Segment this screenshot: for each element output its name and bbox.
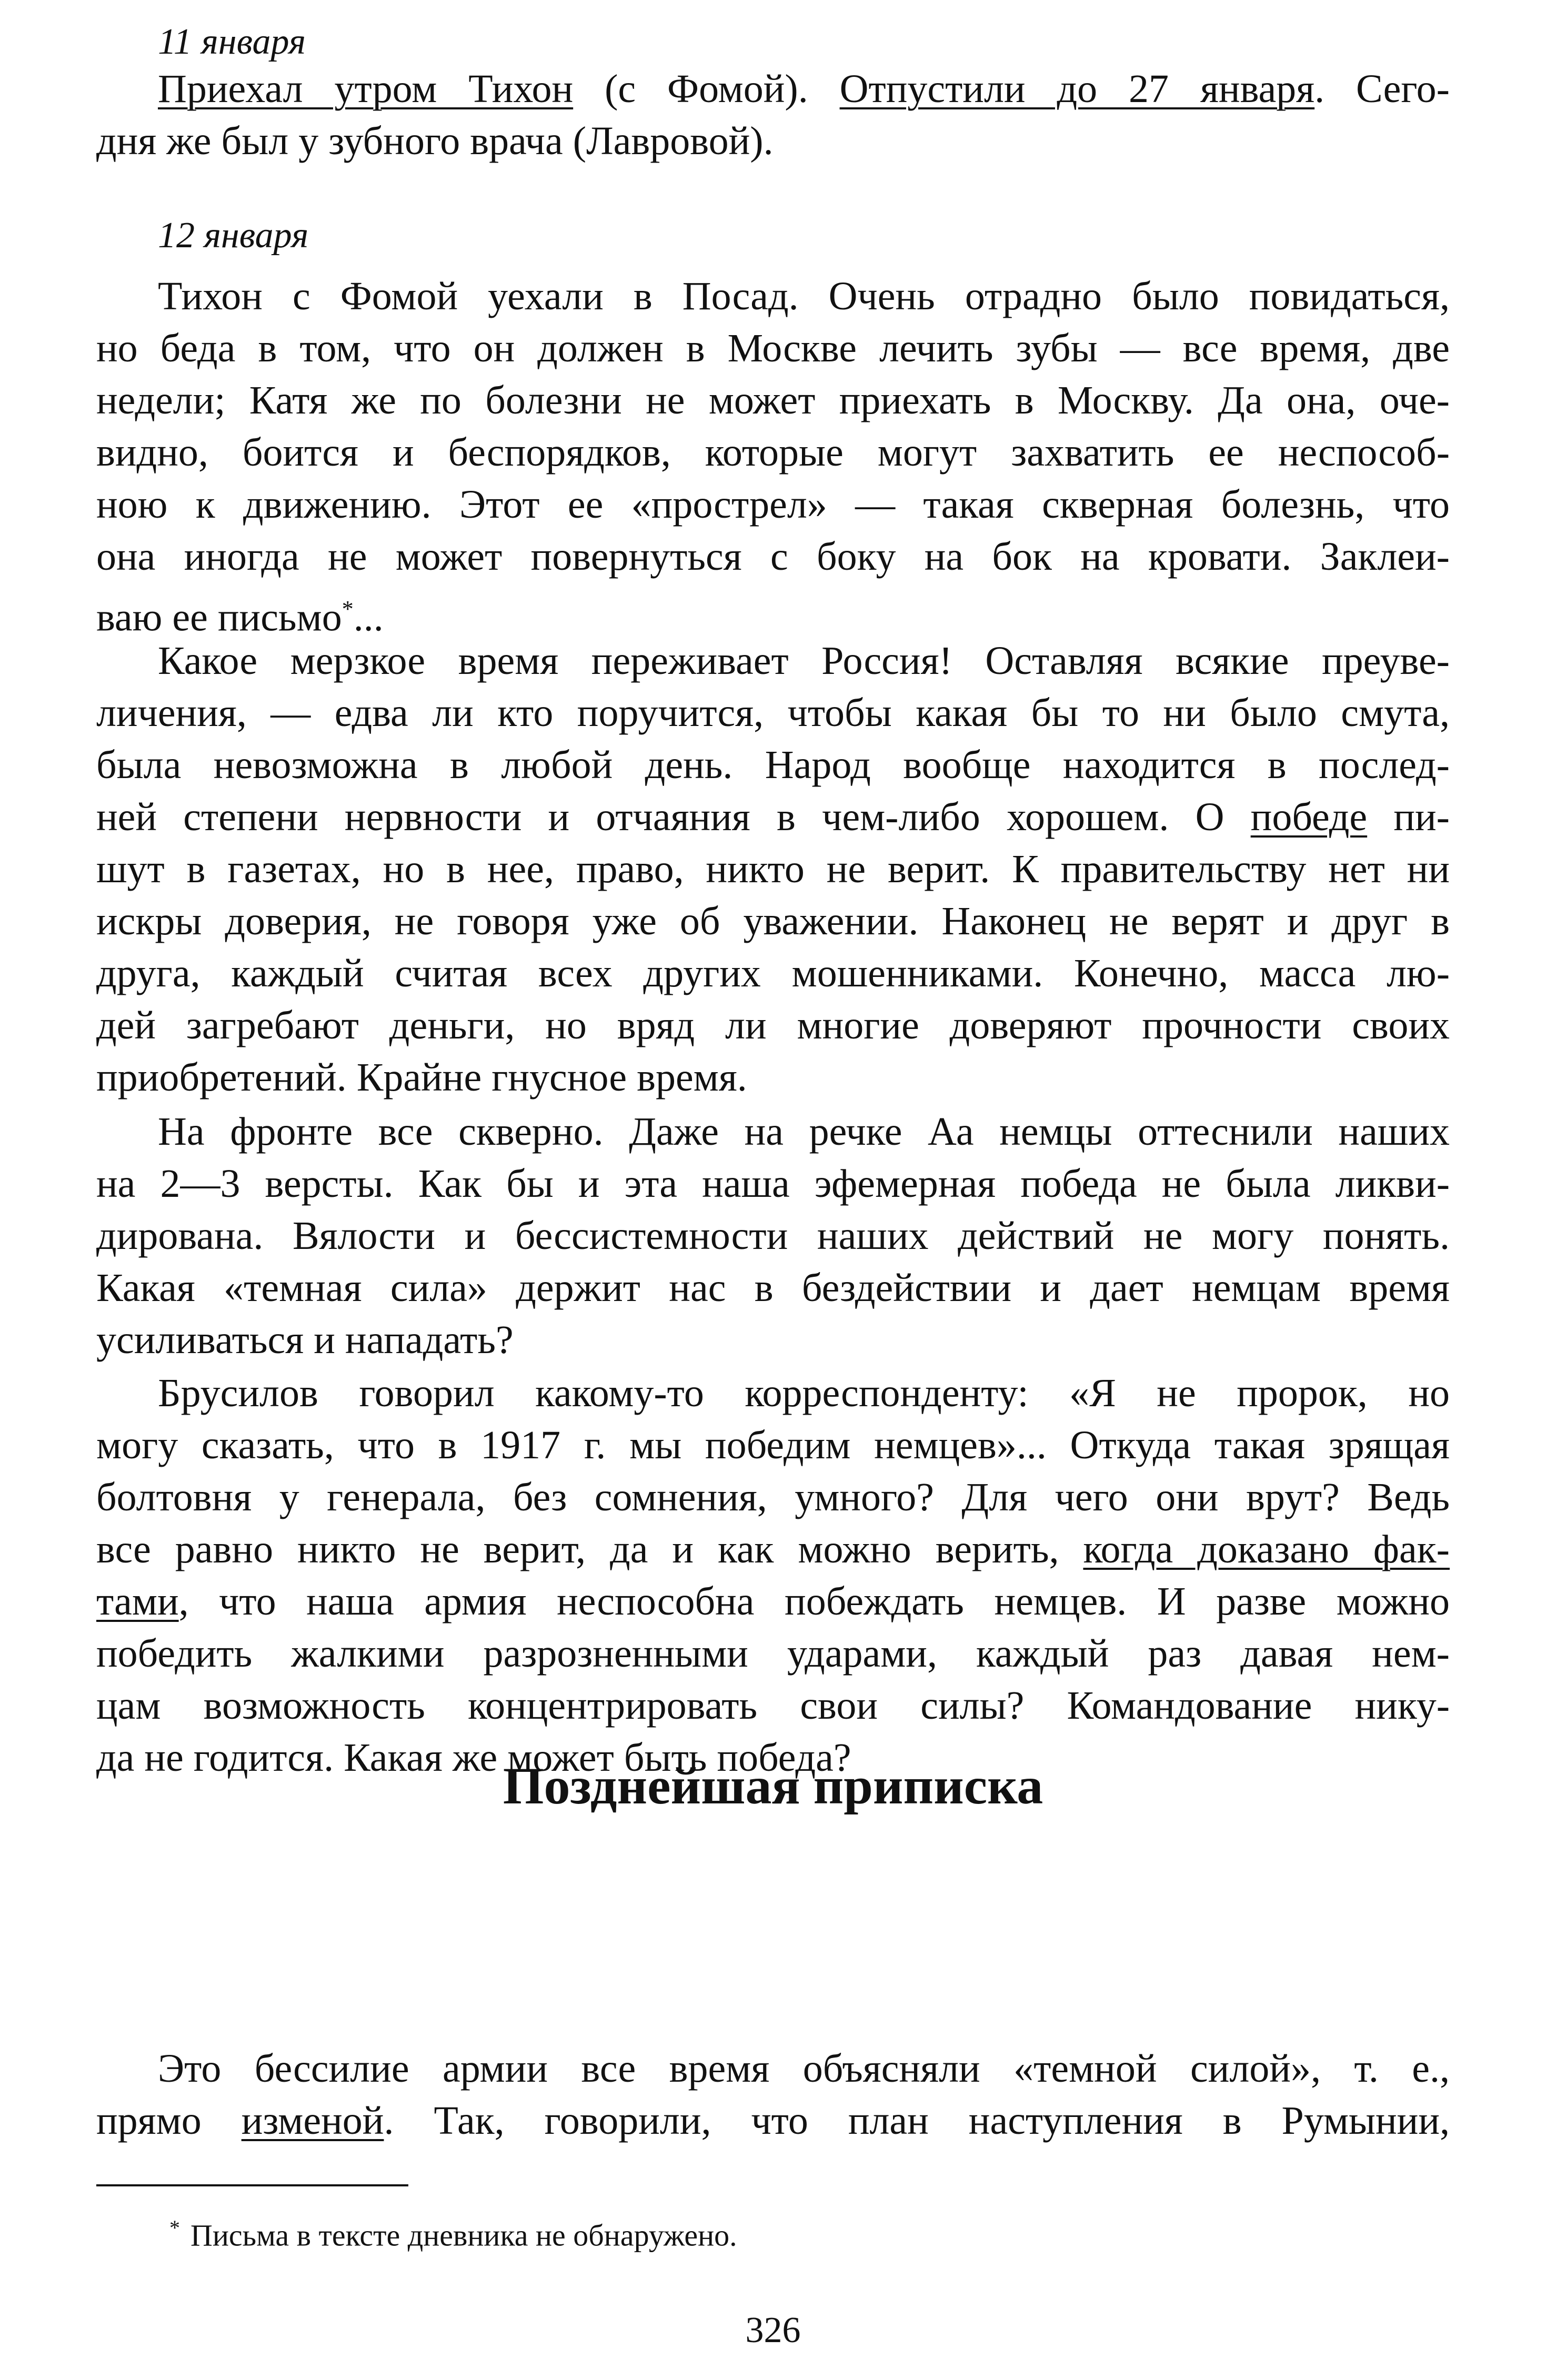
text-line: друга, каждый считая всех других мошенниками. Конечно, масса лю- <box>96 951 1450 995</box>
text-line: Какое мерзкое время переживает Россия! Оставляя всякие преуве- <box>158 639 1450 683</box>
text-line: Тихон с Фомой уехали в Посад. Очень отрадно было повидаться, <box>158 274 1450 318</box>
text-line: цам возможность концентрировать свои силы? Командование нику- <box>96 1683 1450 1728</box>
underlined-text: Отпустили до 27 января <box>839 67 1315 111</box>
text-line: видно, боится и беспорядков, которые могут захватить ее неспособ- <box>96 430 1450 475</box>
underlined-text: победе <box>1250 795 1368 839</box>
text-line: ною к движению. Этот ее «прострел» — такая скверная болезнь, что <box>96 482 1450 527</box>
section-heading: Позднейшая приписка <box>503 1757 1043 1815</box>
text-line: могу сказать, что в 1917 г. мы победим немцев»... Откуда такая зрящая <box>96 1423 1450 1467</box>
text-line: на 2—3 версты. Как бы и эта наша эфемерная победа не была ликви- <box>96 1162 1450 1206</box>
text-line: да не годится. Какая же может быть победа? <box>96 1736 851 1780</box>
paragraph <box>96 1106 1450 1366</box>
underlined-text: изменой <box>241 2099 384 2143</box>
text-line: Приехал утром Тихон (с Фомой). Отпустили до 27 января. Сего- <box>158 67 1450 111</box>
paragraph <box>96 270 1450 643</box>
paragraph <box>96 1367 1450 1784</box>
page-number: 326 <box>745 2310 801 2351</box>
paragraph <box>96 635 1450 1104</box>
text-line: дей загребают деньги, но вряд ли многие доверяют прочности своих <box>96 1003 1450 1047</box>
text-line: дирована. Вялости и бессистемности наших действий не могу понять. <box>96 1214 1450 1258</box>
footnote-rule <box>96 2184 408 2186</box>
text-line: все равно никто не верит, да и как можно верить, когда доказано фак- <box>96 1527 1450 1571</box>
text-line: Какая «темная сила» держит нас в бездействии и дает немцам время <box>96 1266 1450 1310</box>
text-line: но беда в том, что он должен в Москве лечить зубы — все время, две <box>96 326 1450 370</box>
text-line: недели; Катя же по болезни не может приехать в Москву. Да она, оче- <box>96 378 1450 422</box>
underlined-text: Приехал утром Тихон <box>158 67 574 111</box>
underlined-text: когда доказано фак- <box>1083 1527 1450 1571</box>
text-line: искры доверия, не говоря уже об уважении. Наконец не верят и друг в <box>96 899 1450 943</box>
footnote-text: Письма в тексте дневника не обнаружено. <box>190 2218 737 2253</box>
text-line: Это бессилие армии все время объясняли «темной силой», т. е., <box>158 2046 1450 2091</box>
entry-date: 12 января <box>158 215 309 256</box>
footnote-marker: * <box>169 2216 180 2240</box>
underlined-text: тами <box>96 1579 179 1623</box>
text-line: шут в газетах, но в нее, право, никто не верит. К правительству нет ни <box>96 847 1450 891</box>
text-line: усиливаться и нападать? <box>96 1318 514 1362</box>
text-line: прямо изменой. Так, говорили, что план наступления в Румынии, <box>96 2099 1450 2143</box>
text-line: Брусилов говорил какому-то корреспонденту: «Я не пророк, но <box>158 1371 1450 1415</box>
text-line: На фронте все скверно. Даже на речке Аа немцы оттеснили наших <box>158 1110 1450 1154</box>
entry-date: 11 января <box>158 22 306 62</box>
text-line: дня же был у зубного врача (Лавровой). <box>96 119 774 163</box>
paragraph <box>96 63 1450 167</box>
text-line: она иногда не может повернуться с боку на бок на кровати. Заклеи- <box>96 535 1450 579</box>
text-line: ней степени нервности и отчаяния в чем-либо хорошем. О победе пи- <box>96 795 1450 839</box>
text-line: болтовня у генерала, без сомнения, умного? Для чего они врут? Ведь <box>96 1475 1450 1519</box>
paragraph <box>96 2043 1450 2147</box>
text-line: тами, что наша армия неспособна побеждать немцев. И разве можно <box>96 1579 1450 1623</box>
text-line: приобретений. Крайне гнусное время. <box>96 1055 747 1100</box>
footnote <box>169 2210 737 2254</box>
text-line: личения, — едва ли кто поручится, чтобы какая бы то ни было смута, <box>96 691 1450 735</box>
footnote-ref: * <box>342 596 354 622</box>
text-line: победить жалкими разрозненными ударами, каждый раз давая нем- <box>96 1631 1450 1676</box>
text-line: ваю ее письмо*... <box>96 595 384 640</box>
text-line: была невозможна в любой день. Народ вообще находится в послед- <box>96 743 1450 787</box>
